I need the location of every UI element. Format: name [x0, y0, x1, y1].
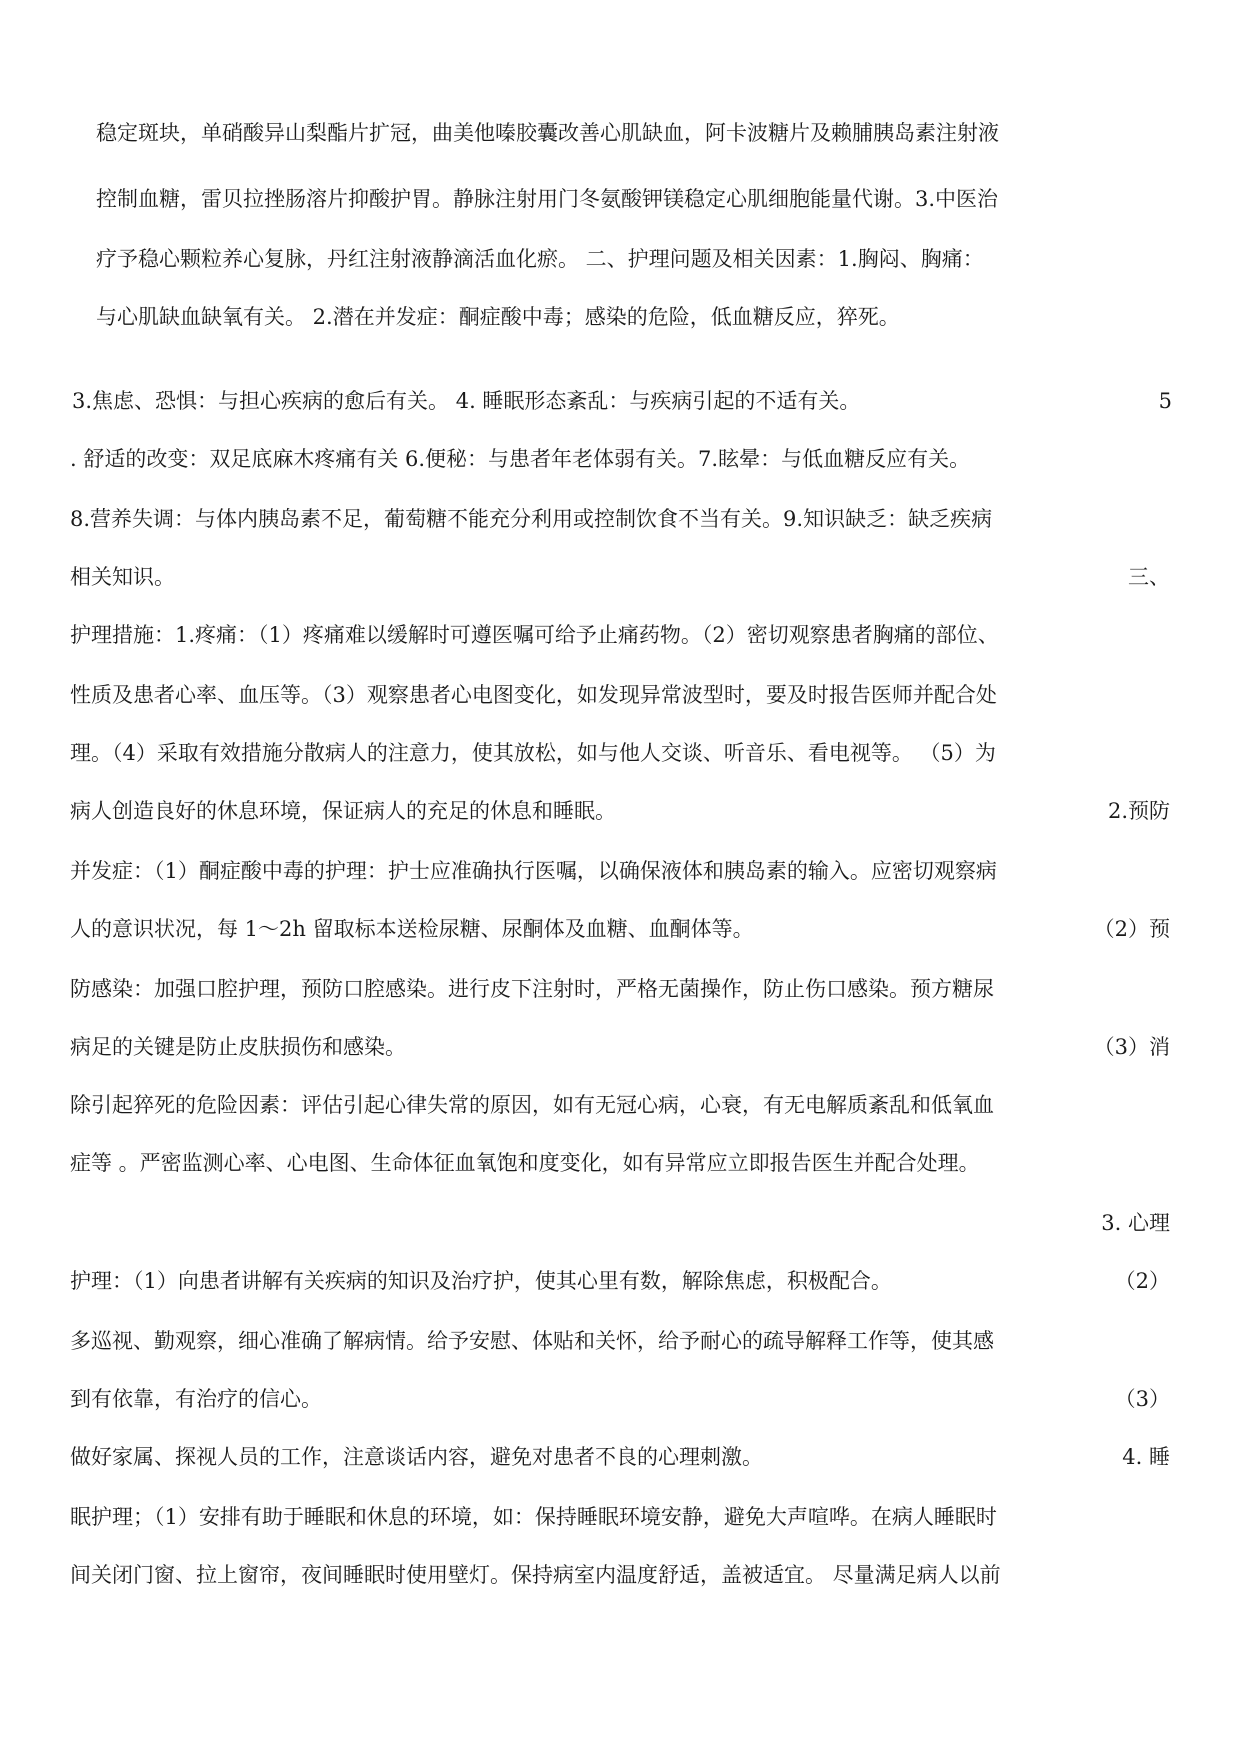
line-text: 3.焦虑、恐惧：与担心疾病的愈后有关。 4. 睡眠形态紊乱：与疾病引起的不适有关。 [72, 389, 861, 413]
line-text: 相关知识。 [70, 565, 175, 589]
line-text-right: （2）预 [1093, 917, 1170, 941]
text-line [70, 974, 1170, 1004]
line-text: . 舒适的改变：双足底麻木疼痛有关 6.便秘：与患者年老体弱有关。7.眩晕：与低血糖反应有关。 [70, 447, 971, 471]
text-line [70, 1442, 1170, 1472]
line-text: 护理措施：1.疼痛：（1）疼痛难以缓解时可遵医嘱可给予止痛药物。（2）密切观察患者胸痛的部位、 [70, 623, 999, 647]
line-text: 除引起猝死的危险因素：评估引起心律失常的原因，如有无冠心病，心衰，有无电解质紊乱和低氧血 [70, 1093, 994, 1117]
line-text: 症等 。严密监测心率、心电图、生命体征血氧饱和度变化，如有异常应立即报告医生并配合处理。 [70, 1151, 980, 1175]
line-text-right: 3. 心理 [1101, 1211, 1170, 1235]
line-text: 病人创造良好的休息环境，保证病人的充足的休息和睡眠。 [70, 799, 616, 823]
line-text: 人的意识状况，每 1～2h 留取标本送检尿糖、尿酮体及血糖、血酮体等。 [70, 917, 754, 941]
text-line [70, 680, 1170, 710]
line-text: 与心肌缺血缺氧有关。 2.潜在并发症：酮症酸中毒；感染的危险，低血糖反应，猝死。 [96, 305, 900, 329]
line-text: 稳定斑块，单硝酸异山梨酯片扩冠，曲美他嗪胶囊改善心肌缺血，阿卡波糖片及赖脯胰岛素注射液 [96, 121, 999, 145]
text-line [70, 856, 1170, 886]
text-line [70, 1148, 1170, 1178]
text-line [70, 1384, 1170, 1414]
line-text-right: （2） [1114, 1269, 1170, 1293]
line-text-right: （3）消 [1093, 1035, 1170, 1059]
text-line [96, 184, 1170, 214]
text-line [70, 1032, 1170, 1062]
text-line [70, 738, 1170, 768]
line-text: 性质及患者心率、血压等。（3）观察患者心电图变化，如发现异常波型时，要及时报告医师并配合处 [70, 683, 997, 707]
text-line [70, 1090, 1170, 1120]
text-line [70, 562, 1170, 592]
line-text: 8.营养失调：与体内胰岛素不足，葡萄糖不能充分利用或控制饮食不当有关。9.知识缺乏：缺乏疾病 [70, 507, 993, 531]
line-text: 眠护理；（1）安排有助于睡眠和休息的环境，如：保持睡眠环境安静，避免大声喧哗。在病人睡眠时 [70, 1505, 997, 1529]
text-line [70, 1502, 1170, 1532]
line-text: 控制血糖，雷贝拉挫肠溶片抑酸护胃。静脉注射用门冬氨酸钾镁稳定心肌细胞能量代谢。3.中医治 [96, 187, 999, 211]
text-line [70, 1326, 1170, 1356]
text-line [96, 302, 1170, 332]
line-text: 间关闭门窗、拉上窗帘，夜间睡眠时使用壁灯。保持病室内温度舒适，盖被适宜。 尽量满足病人以前 [70, 1563, 1001, 1587]
line-text-right: 三、 [1128, 565, 1170, 589]
text-line [96, 244, 1170, 274]
line-text: 理。（4）采取有效措施分散病人的注意力，使其放松，如与他人交谈、听音乐、看电视等。 （5）为 [70, 741, 996, 765]
line-text: 到有依靠，有治疗的信心。 [70, 1387, 322, 1411]
text-line [96, 118, 1170, 148]
line-text-right: 2.预防 [1107, 799, 1170, 823]
text-line [72, 386, 1172, 416]
text-line [70, 1560, 1170, 1590]
line-text: 防感染：加强口腔护理，预防口腔感染。进行皮下注射时，严格无菌操作，防止伤口感染。预方糖尿 [70, 977, 994, 1001]
line-text: 多巡视、勤观察，细心准确了解病情。给予安慰、体贴和关怀，给予耐心的疏导解释工作等，使其感 [70, 1329, 994, 1353]
text-line [70, 1208, 1170, 1238]
line-text: 护理：（1）向患者讲解有关疾病的知识及治疗护，使其心里有数，解除焦虑，积极配合。 [70, 1269, 892, 1293]
line-text: 做好家属、探视人员的工作，注意谈话内容，避免对患者不良的心理刺激。 [70, 1445, 763, 1469]
line-text: 并发症：（1）酮症酸中毒的护理：护士应准确执行医嘱，以确保液体和胰岛素的输入。应密切观察病 [70, 859, 997, 883]
line-text-right: （3） [1114, 1387, 1170, 1411]
line-text-right: 5 [1158, 389, 1172, 413]
text-line [70, 444, 1170, 474]
text-line [70, 1266, 1170, 1296]
text-line [70, 620, 1170, 650]
line-text-right: 4. 睡 [1122, 1445, 1170, 1469]
line-text: 疗予稳心颗粒养心复脉，丹红注射液静滴活血化瘀。 二、护理问题及相关因素：1.胸闷、胸痛： [96, 247, 984, 271]
line-text: 病足的关键是防止皮肤损伤和感染。 [70, 1035, 406, 1059]
text-line [70, 504, 1170, 534]
text-line [70, 796, 1170, 826]
text-line [70, 914, 1170, 944]
